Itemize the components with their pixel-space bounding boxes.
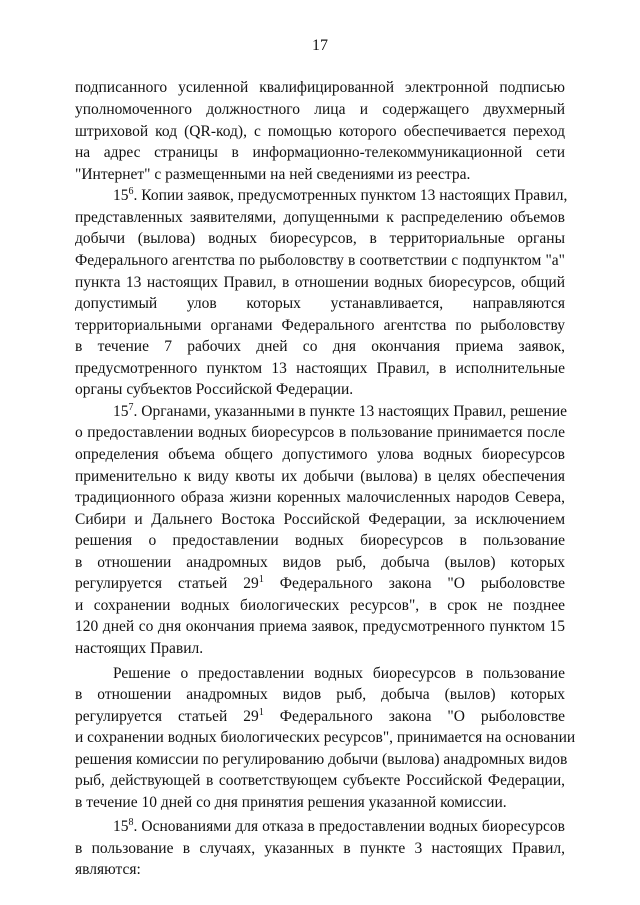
text-line: являются:: [75, 861, 141, 878]
text-line: традиционного образа жизни коренных малочисленных народов Севера,: [75, 489, 565, 506]
text-line: уполномоченного должностного лица и содержащего двухмерный: [75, 101, 565, 118]
text-line: решения о предоставлении водных биоресурсов в пользование: [75, 532, 565, 549]
clause-number: 15: [113, 403, 129, 420]
text-line: пункта 13 настоящих Правил, в отношении водных биоресурсов, общий: [75, 274, 565, 291]
text-line: решения комиссии по регулированию добычи (вылова) анадромных видов: [75, 751, 568, 768]
text-line: предусмотренного пунктом 13 настоящих Правил, в исполнительные: [75, 360, 565, 377]
law-reference-line: [75, 573, 565, 594]
text-segment: Федерального закона "О рыболовстве: [263, 575, 565, 592]
text-line: в течение 10 дней со дня принятия решения указанной комиссии.: [75, 794, 507, 811]
article-superscript: 1: [258, 707, 264, 718]
text-segment: регулируется статьей 29: [75, 708, 259, 725]
text-line: представленных заявителями, допущенными к распределению объемов: [75, 209, 565, 226]
text-line: о предоставлении водных биоресурсов в пользование принимается после: [75, 424, 565, 441]
text-line: штриховой код (QR-код), с помощью которого обеспечивается переход: [75, 123, 565, 140]
law-reference-line: [75, 706, 565, 727]
text-segment: Федерального закона "О рыболовстве: [263, 708, 565, 725]
clause-superscript: 7: [128, 402, 134, 413]
article-superscript: 1: [258, 574, 264, 585]
text-line: в отношении анадромных видов рыб, добыча (вылов) которых: [75, 686, 565, 703]
text-line: "Интернет" с размещенными на ней сведениями из реестра.: [75, 166, 471, 183]
text-line: добычи (вылова) водных биоресурсов, в территориальные органы: [75, 230, 565, 247]
text-segment: . Органами, указанными в пункте 13 настоящих Правил, решение: [133, 403, 568, 420]
text-line: 120 дней со дня окончания приема заявок, предусмотренного пунктом 15: [75, 618, 565, 635]
text-line: Федерального агентства по рыболовству в соответствии с подпунктом "а": [75, 252, 565, 269]
text-line: территориальными органами Федерального агентства по рыболовству: [75, 317, 565, 334]
clause-number: 15: [113, 818, 129, 835]
page-number: 17: [312, 37, 328, 54]
text-line: в отношении анадромных видов рыб, добыча (вылов) которых: [75, 554, 565, 571]
text-segment: регулируется статьей 29: [75, 575, 259, 592]
text-line: и сохранении водных биологических ресурсов", принимается на основании: [75, 729, 576, 746]
clause-superscript: 8: [128, 817, 134, 828]
text-segment: . Копии заявок, предусмотренных пунктом 13 настоящих Правил,: [133, 187, 568, 204]
text-line: органы субъектов Российской Федерации.: [75, 381, 354, 398]
text-line: Сибири и Дальнего Востока Российской Федерации, за исключением: [75, 511, 565, 528]
text-line: применительно к виду квоты их добычи (вылова) в целях обеспечения: [75, 468, 565, 485]
clause-number: 15: [113, 187, 129, 204]
paragraph-15-7-first-line: [113, 401, 568, 422]
text-line: допустимый улов которых устанавливается, направляются: [75, 295, 565, 312]
text-segment: . Основаниями для отказа в предоставлении водных биоресурсов: [133, 818, 565, 835]
paragraph-15-6-first-line: [113, 185, 568, 206]
text-line: в течение 7 рабочих дней со дня окончания приема заявок,: [75, 338, 565, 355]
text-line: и сохранении водных биологических ресурсов", в срок не позднее: [75, 597, 565, 614]
paragraph-15-8-first-line: [113, 816, 565, 837]
text-line: рыб, действующей в соответствующем субъекте Российской Федерации,: [75, 772, 565, 789]
paragraph-decision-first-line: Решение о предоставлении водных биоресурсов в пользование: [113, 665, 565, 682]
clause-superscript: 6: [128, 186, 134, 197]
text-line: настоящих Правил.: [75, 640, 204, 657]
text-line: подписанного усиленной квалифицированной электронной подписью: [75, 79, 565, 96]
text-line: в пользование в случаях, указанных в пункте 3 настоящих Правил,: [75, 840, 565, 857]
text-line: на адрес страницы в информационно-телекоммуникационной сети: [75, 144, 565, 161]
text-line: определения объема общего допустимого улова водных биоресурсов: [75, 446, 565, 463]
